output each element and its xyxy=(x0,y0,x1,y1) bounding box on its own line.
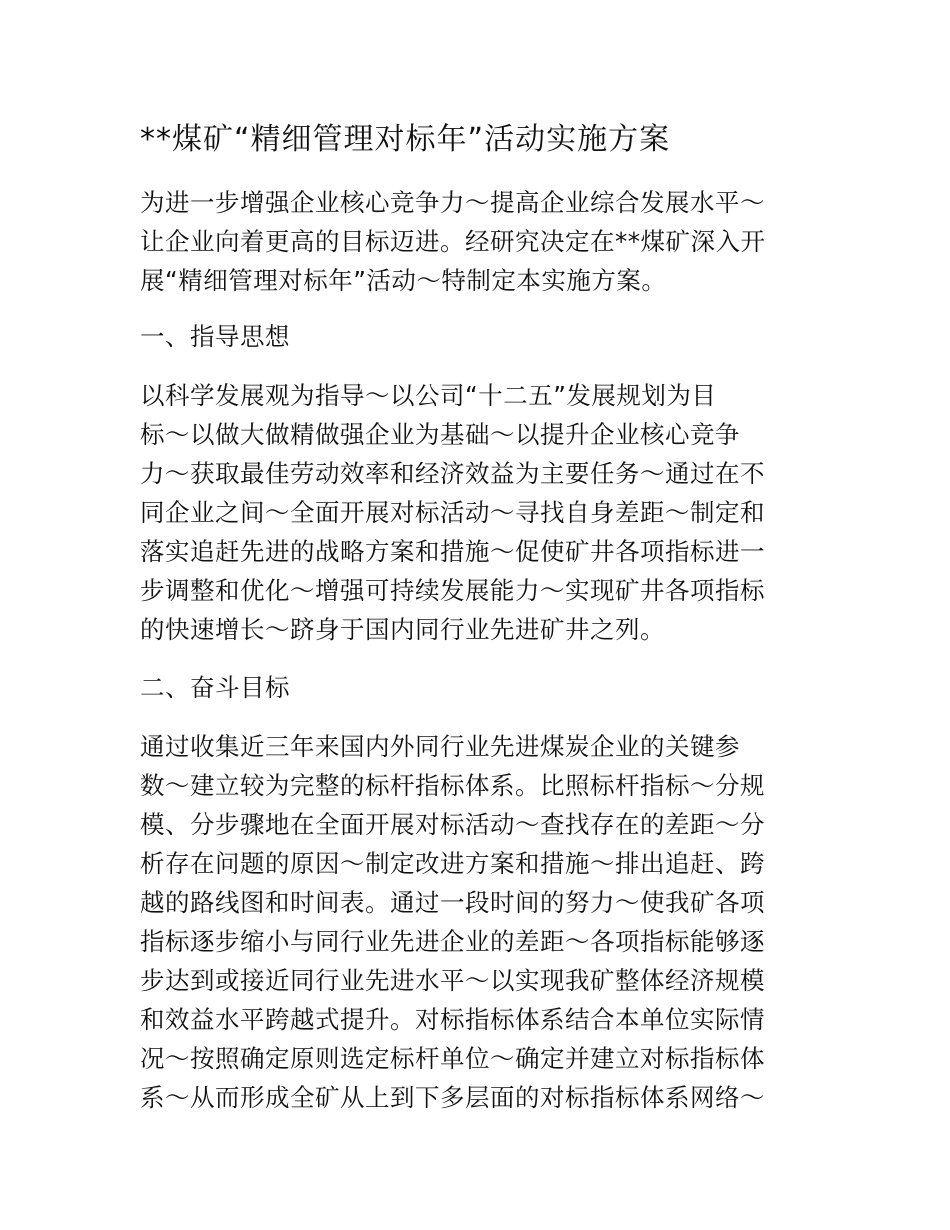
section-heading-goals: 二、奋斗目标 xyxy=(140,673,290,702)
goals-paragraph xyxy=(140,727,800,1117)
guiding-ideology-paragraph xyxy=(140,376,800,649)
paragraph-line: 同企业之间～全面开展对标活动～寻找自身差距～制定和 xyxy=(140,498,765,527)
paragraph-line: 标～以做大做精做强企业为基础～以提升企业核心竞争 xyxy=(140,420,740,449)
paragraph-line: 和效益水平跨越式提升。对标指标体系结合本单位实际情 xyxy=(140,1005,765,1034)
paragraph-line: 以科学发展观为指导～以公司“十二五”发展规划为目 xyxy=(140,381,717,410)
paragraph-line: 模、分步骤地在全面开展对标活动～查找存在的差距～分 xyxy=(140,810,765,839)
paragraph-line: 让企业向着更高的目标迈进。经研究决定在**煤矿深入开 xyxy=(140,227,766,256)
paragraph-line: 通过收集近三年来国内外同行业先进煤炭企业的关键参 xyxy=(140,732,740,761)
paragraph-line: 展“精细管理对标年”活动～特制定本实施方案。 xyxy=(140,266,667,295)
paragraph-line: 落实追赶先进的战略方案和措施～促使矿井各项指标进一 xyxy=(140,537,765,566)
paragraph-line: 力～获取最佳劳动效率和经济效益为主要任务～通过在不 xyxy=(140,459,765,488)
paragraph-line: 指标逐步缩小与同行业先进企业的差距～各项指标能够逐 xyxy=(140,927,765,956)
section-heading-guiding-ideology: 一、指导思想 xyxy=(140,322,290,351)
paragraph-line: 况～按照确定原则选定标杆单位～确定并建立对标指标体 xyxy=(140,1044,765,1073)
paragraph-line: 为进一步增强企业核心竞争力～提高企业综合发展水平～ xyxy=(140,188,765,217)
paragraph-line: 步达到或接近同行业先进水平～以实现我矿整体经济规模 xyxy=(140,966,765,995)
intro-paragraph xyxy=(140,183,800,300)
paragraph-line: 步调整和优化～增强可持续发展能力～实现矿井各项指标 xyxy=(140,576,765,605)
paragraph-line: 析存在问题的原因～制定改进方案和措施～排出追赶、跨 xyxy=(140,849,765,878)
paragraph-line: 的快速增长～跻身于国内同行业先进矿井之列。 xyxy=(140,615,665,644)
paragraph-line: 越的路线图和时间表。通过一段时间的努力～使我矿各项 xyxy=(140,888,765,917)
paragraph-line: 数～建立较为完整的标杆指标体系。比照标杆指标～分规 xyxy=(140,771,765,800)
paragraph-line: 系～从而形成全矿从上到下多层面的对标指标体系网络～ xyxy=(140,1083,765,1112)
document-title: **煤矿“精细管理对标年”活动实施方案 xyxy=(140,122,671,157)
